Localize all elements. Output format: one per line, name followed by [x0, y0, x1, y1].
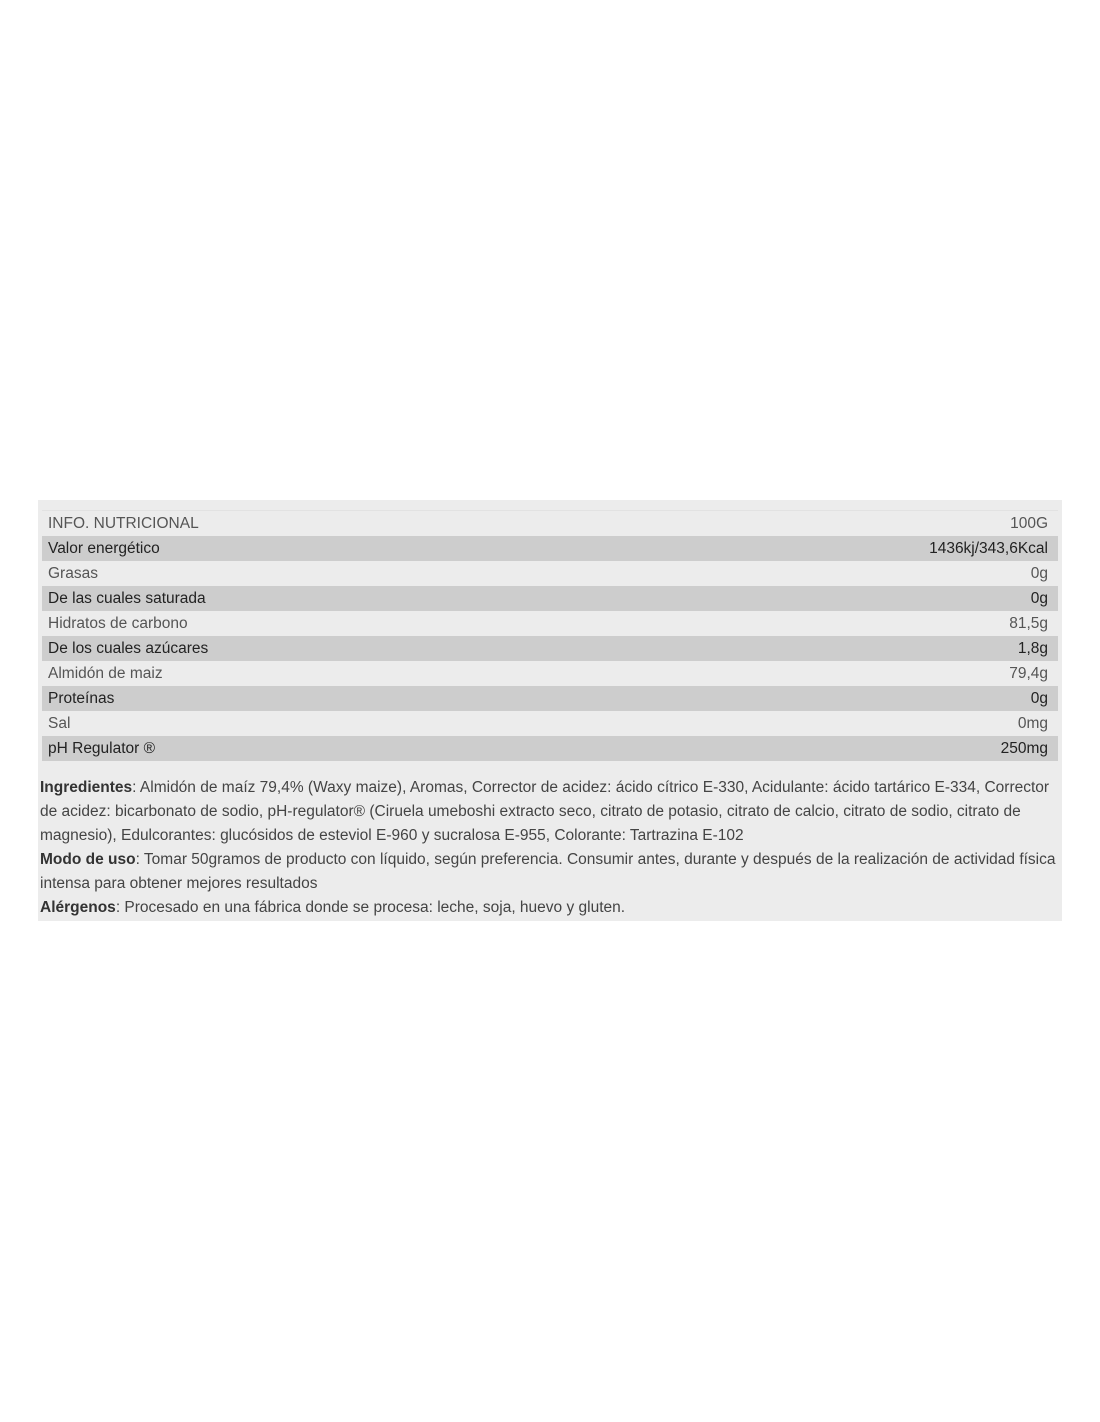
table-row [42, 561, 1058, 586]
row-label: Almidón de maiz [48, 665, 163, 682]
row-label: pH Regulator ® [48, 740, 156, 757]
ingredients-paragraph [40, 776, 1058, 848]
table-row [42, 536, 1058, 561]
allergens-paragraph [40, 896, 1058, 920]
usage-text: : Tomar 50gramos de producto con líquido, según preferencia. Consumir antes, durante y después de la realización de actividad física intensa para obtener mejores resultados [40, 851, 1056, 892]
row-value: 0g [1030, 565, 1048, 582]
product-info [40, 776, 1058, 920]
table-row [42, 586, 1058, 611]
nutrition-table [42, 510, 1058, 761]
row-value: 1,8g [1017, 640, 1048, 657]
nutrition-panel [38, 500, 1062, 921]
allergens-text: : Procesado en una fábrica donde se procesa: leche, soja, huevo y gluten. [115, 899, 626, 916]
row-label: Proteínas [48, 690, 115, 707]
row-value: 1436kj/343,6Kcal [929, 540, 1048, 557]
table-row [42, 661, 1058, 686]
row-label: Hidratos de carbono [48, 615, 188, 632]
header-value: 100G [1010, 515, 1048, 532]
row-value: 79,4g [1009, 665, 1048, 682]
row-value: 81,5g [1009, 615, 1048, 632]
usage-key: Modo de uso [40, 851, 136, 868]
row-label: Valor energético [48, 540, 160, 557]
table-row [42, 711, 1058, 736]
row-value: 0g [1030, 690, 1048, 707]
table-row [42, 686, 1058, 711]
table-header-row [42, 511, 1058, 536]
row-label: De los cuales azúcares [48, 640, 209, 657]
row-label: Grasas [48, 565, 98, 582]
usage-paragraph [40, 848, 1058, 896]
row-value: 0mg [1017, 715, 1048, 732]
row-label: De las cuales saturada [48, 590, 206, 607]
table-row [42, 611, 1058, 636]
ingredients-text: : Almidón de maíz 79,4% (Waxy maize), Aromas, Corrector de acidez: ácido cítrico E-330, Acidulante: ácido tartárico E-334, Corrector de acidez: bicarbonato de sodio, pH-regulator® (Ciruela umeboshi extracto seco, citrato de potasio, citrato de calcio, citrato de sodio, citrato de magnesio), Edulcorantes: glucósidos de esteviol E-960 y sucralosa E-955, Colorante: Tartrazina E-102 [40, 779, 1050, 844]
table-row [42, 636, 1058, 661]
row-label: Sal [48, 715, 71, 732]
row-value: 0g [1030, 590, 1048, 607]
table-row [42, 736, 1058, 761]
allergens-key: Alérgenos [40, 899, 116, 916]
header-label: INFO. NUTRICIONAL [48, 515, 199, 532]
ingredients-key: Ingredientes [40, 779, 133, 796]
row-value: 250mg [1000, 740, 1048, 757]
